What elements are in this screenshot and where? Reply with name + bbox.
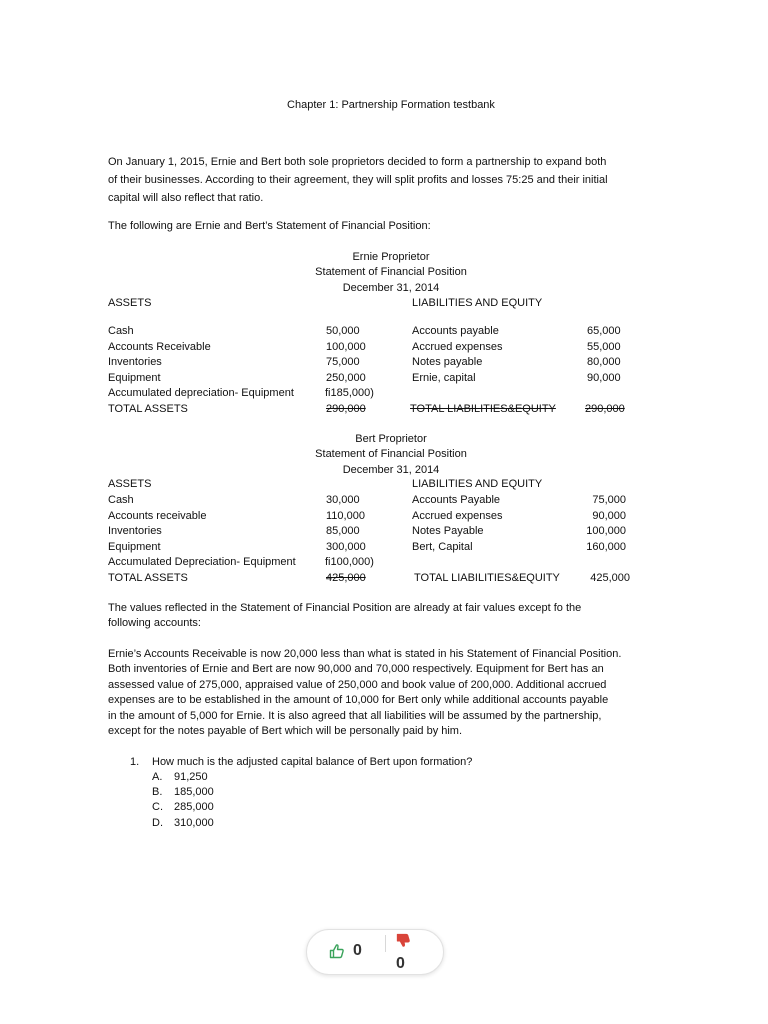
statement-date: December 31, 2014 (342, 282, 440, 294)
intro-line: capital will also reflect that ratio. (108, 192, 264, 204)
liability-label: Accrued expenses (412, 510, 503, 522)
total-liabilities-label: TOTAL LIABILITIES&EQUITY (410, 403, 556, 415)
asset-label: Cash (108, 325, 134, 337)
asset-label: Equipment (108, 372, 161, 384)
adjustment-line: except for the notes payable of Bert which will be personally paid by him. (108, 725, 463, 737)
liability-label: Ernie, capital (412, 372, 476, 384)
assets-header: ASSETS (108, 297, 152, 309)
liability-label: Accounts Payable (412, 494, 501, 506)
statement-title: Statement of Financial Position (315, 448, 467, 460)
liability-label: Bert, Capital (412, 541, 473, 553)
total-assets-label: TOTAL ASSETS (108, 572, 188, 584)
thumbs-up-icon[interactable] (329, 943, 345, 959)
option-letter: A. (152, 771, 163, 783)
statement-date: December 31, 2014 (342, 464, 440, 476)
total-liabilities-label: TOTAL LIABILITIES&EQUITY (414, 572, 560, 584)
asset-value: 50,000 (326, 325, 360, 337)
adjustment-line: expenses are to be established in the amount of 10,000 for Bert only while additional accounts payable (108, 694, 609, 706)
asset-label: Inventories (108, 356, 162, 368)
asset-label: Accounts Receivable (108, 341, 211, 353)
statement-owner: Bert Proprietor (355, 433, 427, 445)
liability-value: 90,000 (587, 372, 621, 384)
asset-value: 30,000 (326, 494, 360, 506)
liability-label: Accounts payable (412, 325, 499, 337)
asset-label: Accounts receivable (108, 510, 207, 522)
liabilities-header: LIABILITIES AND EQUITY (412, 297, 543, 309)
option-value: 285,000 (174, 801, 214, 813)
fair-value-line: following accounts: (108, 617, 201, 629)
intro-line: of their businesses. According to their agreement, they will split profits and losses 75:25 and their initial (108, 174, 608, 186)
liability-value: 90,000 (592, 510, 626, 522)
statement-owner: Ernie Proprietor (352, 251, 430, 263)
question-text: How much is the adjusted capital balance of Bert upon formation? (152, 756, 473, 768)
liability-value: 65,000 (587, 325, 621, 337)
option-letter: B. (152, 786, 163, 798)
thumbs-up-count: 0 (353, 942, 362, 959)
thumbs-down-icon[interactable] (396, 933, 411, 948)
option-letter: D. (152, 817, 163, 829)
option-value: 310,000 (174, 817, 214, 829)
following-line: The following are Ernie and Bert’s Statement of Financial Position: (108, 220, 431, 232)
liabilities-header: LIABILITIES AND EQUITY (412, 478, 543, 490)
liability-value: 55,000 (587, 341, 621, 353)
adjustment-line: Ernie’s Accounts Receivable is now 20,000 less than what is stated in his Statement of Financial Position. (108, 648, 622, 660)
asset-value: 85,000 (326, 525, 360, 537)
liability-label: Notes Payable (412, 525, 484, 537)
option-letter: C. (152, 801, 163, 813)
option-value: 185,000 (174, 786, 214, 798)
asset-value: fi185,000) (325, 387, 374, 399)
asset-value: 100,000 (326, 341, 366, 353)
adjustment-line: assessed value of 275,000, appraised value of 250,000 and book value of 200,000. Additional accrued (108, 679, 607, 691)
asset-value: 75,000 (326, 356, 360, 368)
page-title: Chapter 1: Partnership Formation testbank (287, 99, 495, 111)
feedback-divider (385, 935, 386, 952)
asset-value: 300,000 (326, 541, 366, 553)
asset-label: Accumulated Depreciation- Equipment (108, 556, 296, 568)
question-number: 1. (130, 756, 140, 768)
liability-value: 80,000 (587, 356, 621, 368)
statement-title: Statement of Financial Position (315, 266, 467, 278)
asset-value: 250,000 (326, 372, 366, 384)
total-liabilities-value: 290,000 (585, 403, 625, 415)
total-assets-value: 290,000 (326, 403, 366, 415)
asset-label: Cash (108, 494, 134, 506)
option-value: 91,250 (174, 771, 208, 783)
liability-label: Accrued expenses (412, 341, 503, 353)
intro-line: On January 1, 2015, Ernie and Bert both sole proprietors decided to form a partnership to expand both (108, 156, 607, 168)
asset-label: Inventories (108, 525, 162, 537)
total-liabilities-value: 425,000 (590, 572, 630, 584)
total-assets-label: TOTAL ASSETS (108, 403, 188, 415)
adjustment-line: in the amount of 5,000 for Ernie. It is also agreed that all liabilities will be assumed by the partnership, (108, 710, 602, 722)
liability-value: 160,000 (586, 541, 626, 553)
total-assets-value: 425,000 (326, 572, 366, 584)
asset-label: Equipment (108, 541, 161, 553)
feedback-widget (306, 929, 444, 975)
liability-label: Notes payable (412, 356, 483, 368)
asset-value: fi100,000) (325, 556, 374, 568)
thumbs-down-count: 0 (396, 955, 405, 972)
assets-header: ASSETS (108, 478, 152, 490)
fair-value-line: The values reflected in the Statement of Financial Position are already at fair values except fo the (108, 602, 582, 614)
liability-value: 75,000 (592, 494, 626, 506)
asset-value: 110,000 (326, 510, 365, 522)
liability-value: 100,000 (586, 525, 626, 537)
adjustment-line: Both inventories of Ernie and Bert are now 90,000 and 70,000 respectively. Equipment for Bert has an (108, 663, 604, 675)
asset-label: Accumulated depreciation- Equipment (108, 387, 294, 399)
